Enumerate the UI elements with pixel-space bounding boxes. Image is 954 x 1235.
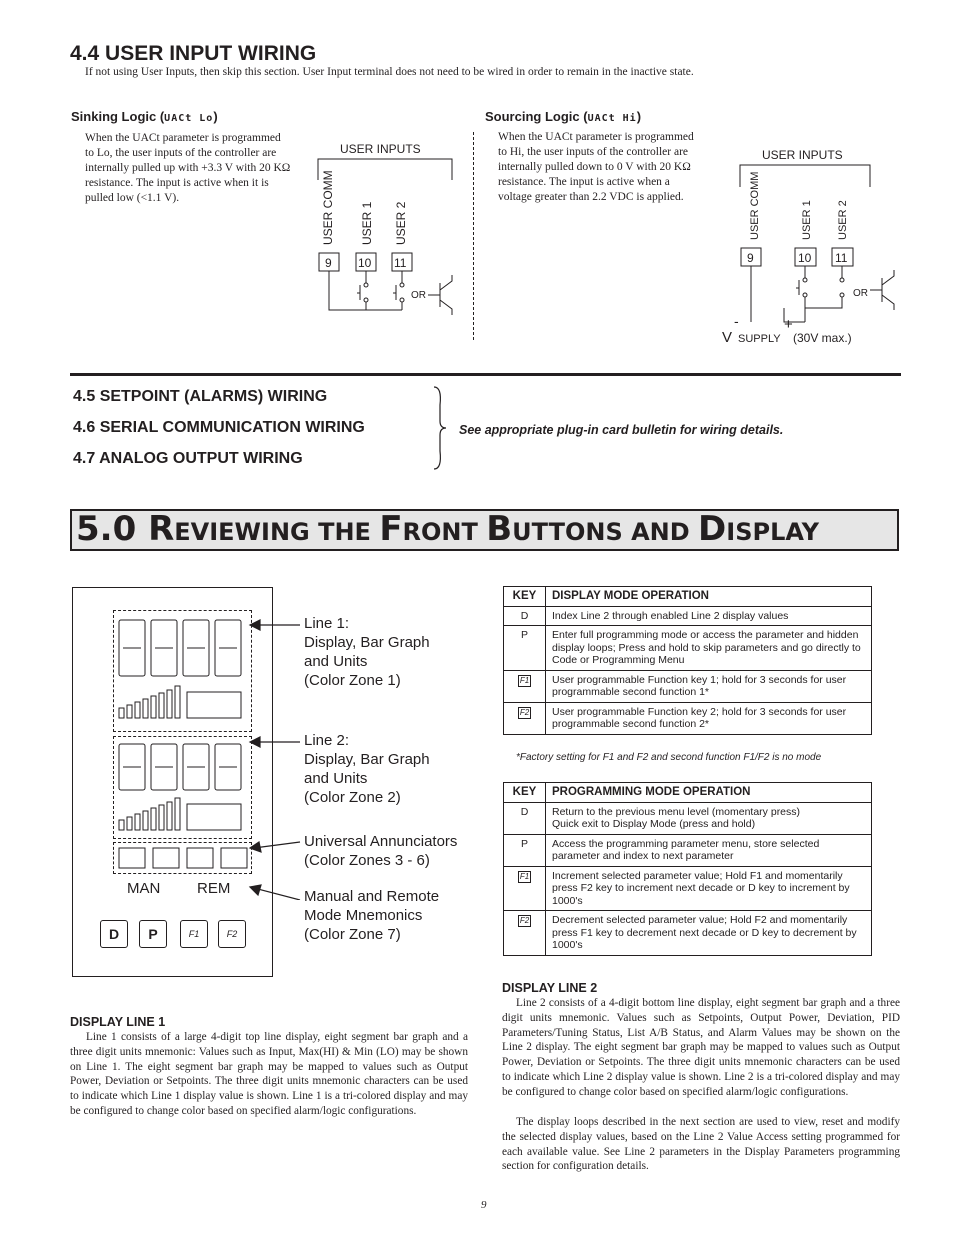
key-cell: P [504,626,546,671]
p-button[interactable]: P [139,920,167,948]
operation-cell: Increment selected parameter value; Hold F1 and momentarily press F2 key to increment next decade or D key to increment by 1000's [546,866,872,911]
sinking-or-label: OR [411,290,426,301]
operation-cell: Index Line 2 through enabled Line 2 display values [546,606,872,626]
callout-annunciators: Universal Annunciators (Color Zones 3 - 6) [304,833,458,869]
sourcing-logic-description: When the UACt parameter is programmed to Hi, the user inputs of the controller are internally pulled down to 0 V with 20 KΩ resistance. The input is active when a voltage greater than 2.2 VDC is applied. [498,131,694,203]
vsupply-sub: SUPPLY [738,333,781,345]
section-4-6-title: 4.6 SERIAL COMMUNICATION WIRING [73,419,365,436]
d-button[interactable]: D [100,920,128,948]
display-line2-text-1: Line 2 consists of a 4-digit bottom line display, eight segment bar graph and a three digit units mnemonic. Values such as Setpoints, Output Power, Deviation, PID Parameters/Tuning Status, List A/B Status, and Alarm Values may be shown on the Line 2 display. The eight segment bar graph may be mapped to values such as Output Power, Deviation or Setpoints. The three digit units mnemonic characters can be used to indicate which Line 2 display value is shown. Line 2 is a tri-colored display and may be configured to change color based on specified alarm/logic configurations. [502,997,900,1098]
sinking-label-user-2: USER 2 [394,201,408,245]
operation-cell: Decrement selected parameter value; Hold F2 and momentarily press F1 key to decrement next decade or D key to decrement by 1000's [546,911,872,956]
operation-cell: User programmable Function key 1; hold for 3 seconds for user programmable second function 1* [546,670,872,702]
callout-line1: Line 1: Display, Bar Graph and Units (Color Zone 1) [304,615,430,689]
key-cell: D [504,606,546,626]
sourcing-terminal-11: 11 [835,251,848,265]
key-cell: P [504,834,546,866]
vsupply-plus: + [784,316,793,333]
sourcing-terminal-10: 10 [798,251,812,265]
table-header-operation: PROGRAMMING MODE OPERATION [546,783,872,803]
f2-key-icon: F2 [519,707,530,717]
sinking-label-user-comm: USER COMM [321,170,335,245]
operation-cell: Enter full programming mode or access the parameter and hidden display loops; Press and hold to skip parameters and go directly to Code or Programming Menu [546,626,872,671]
programming-mode-table [503,782,872,956]
line2-display [115,740,249,834]
table-header-operation: DISPLAY MODE OPERATION [546,587,872,607]
sinking-terminal-11: 11 [394,256,407,270]
f1-key-icon: F1 [519,871,530,881]
sourcing-user-inputs-header: USER INPUTS [762,148,843,162]
rem-mnemonic: REM [197,880,231,897]
sinking-logic-description: When the UACt parameter is programmed to Lo, the user inputs of the controller are internally pulled up with +3.3 V with 20 KΩ resistance. The input is active when it is pulled low (<1.1 V). [85,132,291,204]
sourcing-label-user-2: USER 2 [837,200,849,240]
key-cell [504,670,546,702]
table-header-row [504,783,872,803]
sourcing-wiring-diagram [720,142,900,352]
table-row [504,911,872,956]
operation-cell: User programmable Function key 2; hold for 3 seconds for user programmable second function 2* [546,702,872,734]
chapter-title: 5.0 REVIEWING THE FRONT BUTTONS AND DISPLAY [76,509,820,549]
chapter-banner [70,509,899,551]
factory-setting-footnote: *Factory setting for F1 and F2 and second function F1/F2 is no mode [516,752,822,763]
callout-line2: Line 2: Display, Bar Graph and Units (Color Zone 2) [304,732,430,806]
table-row [504,802,872,834]
sourcing-logic-title: Sourcing Logic (UACt Hi) [485,109,642,124]
table-row [504,626,872,671]
brace-icon [430,385,450,471]
section-rule [70,373,901,376]
table-header-key: KEY [504,783,546,803]
plug-in-card-note: See appropriate plug-in card bulletin for wiring details. [459,423,784,437]
f2-key-icon: F2 [519,916,530,925]
table-row [504,702,872,734]
wiring-divider [473,132,474,340]
line1-display [115,614,249,726]
display-line1-heading: DISPLAY LINE 1 [70,1015,166,1029]
sourcing-label-user-1: USER 1 [801,200,813,240]
sinking-user-inputs-header: USER INPUTS [340,142,421,156]
sinking-logic-title: Sinking Logic (UACt Lo) [71,109,218,124]
section-4-4-intro: If not using User Inputs, then skip this section. User Input terminal does not need to be wired in order to remain in the inactive state. [85,66,694,78]
section-4-5-title: 4.5 SETPOINT (ALARMS) WIRING [73,388,328,405]
callout-mode-mnemonics: Manual and Remote Mode Mnemonics (Color Zone 7) [304,888,440,943]
key-cell [504,702,546,734]
sinking-terminal-9: 9 [325,256,332,270]
display-line1-text: Line 1 consists of a large 4-digit top line display, eight segment bar graph and a three digit units mnemonic: Values such as Input, Max(HI) & Min (LO) may be shown on Line 1. The eight segment bar graph may be mapped to values such as Output Power, Deviation or Setpoints. The three digit units mnemonic characters can be used to indicate which Line 1 display value is shown. Line 1 is a tri-colored display and may be configured to change color based on specified alarm/logic configurations. [70,1031,468,1117]
operation-cell: Access the programming parameter menu, store selected parameter and index to next parameter [546,834,872,866]
sinking-terminal-10: 10 [358,256,372,270]
sourcing-terminal-9: 9 [747,251,754,265]
vsupply-v: V [722,329,733,346]
callout-arrows [240,610,304,900]
section-4-4-title: 4.4 USER INPUT WIRING [70,42,317,65]
vsupply-minus: - [734,313,739,329]
key-cell: D [504,802,546,834]
section-4-7-title: 4.7 ANALOG OUTPUT WIRING [73,450,303,467]
f1-button[interactable]: F1 [180,920,208,948]
display-mode-table [503,586,872,735]
table-row [504,834,872,866]
page-number: 9 [481,1199,487,1211]
operation-cell: Return to the previous menu level (momentary press) Quick exit to Display Mode (press and hold) [546,802,872,834]
table-row [504,606,872,626]
man-mnemonic: MAN [127,880,161,897]
display-line2-heading: DISPLAY LINE 2 [502,981,598,995]
annunciators-display [117,846,249,870]
table-row [504,670,872,702]
sinking-wiring-diagram [300,135,470,320]
table-header-row [504,587,872,607]
display-line2-text-2: The display loops described in the next section are used to view, reset and modify the selected display values, based on the Line 2 Value Access setting programmed for each available value. See Line 2 parameters in the Display Parameters programming section for configuration details. [502,1116,900,1173]
f1-key-icon: F1 [519,675,530,685]
table-row [504,866,872,911]
table-header-key: KEY [504,587,546,607]
sourcing-or-label: OR [853,288,868,299]
sourcing-label-user-comm: USER COMM [749,171,761,240]
f2-button[interactable]: F2 [218,920,246,948]
key-cell [504,866,546,911]
sinking-label-user-1: USER 1 [360,201,374,245]
key-cell [504,911,546,956]
vsupply-max: (30V max.) [793,331,852,345]
